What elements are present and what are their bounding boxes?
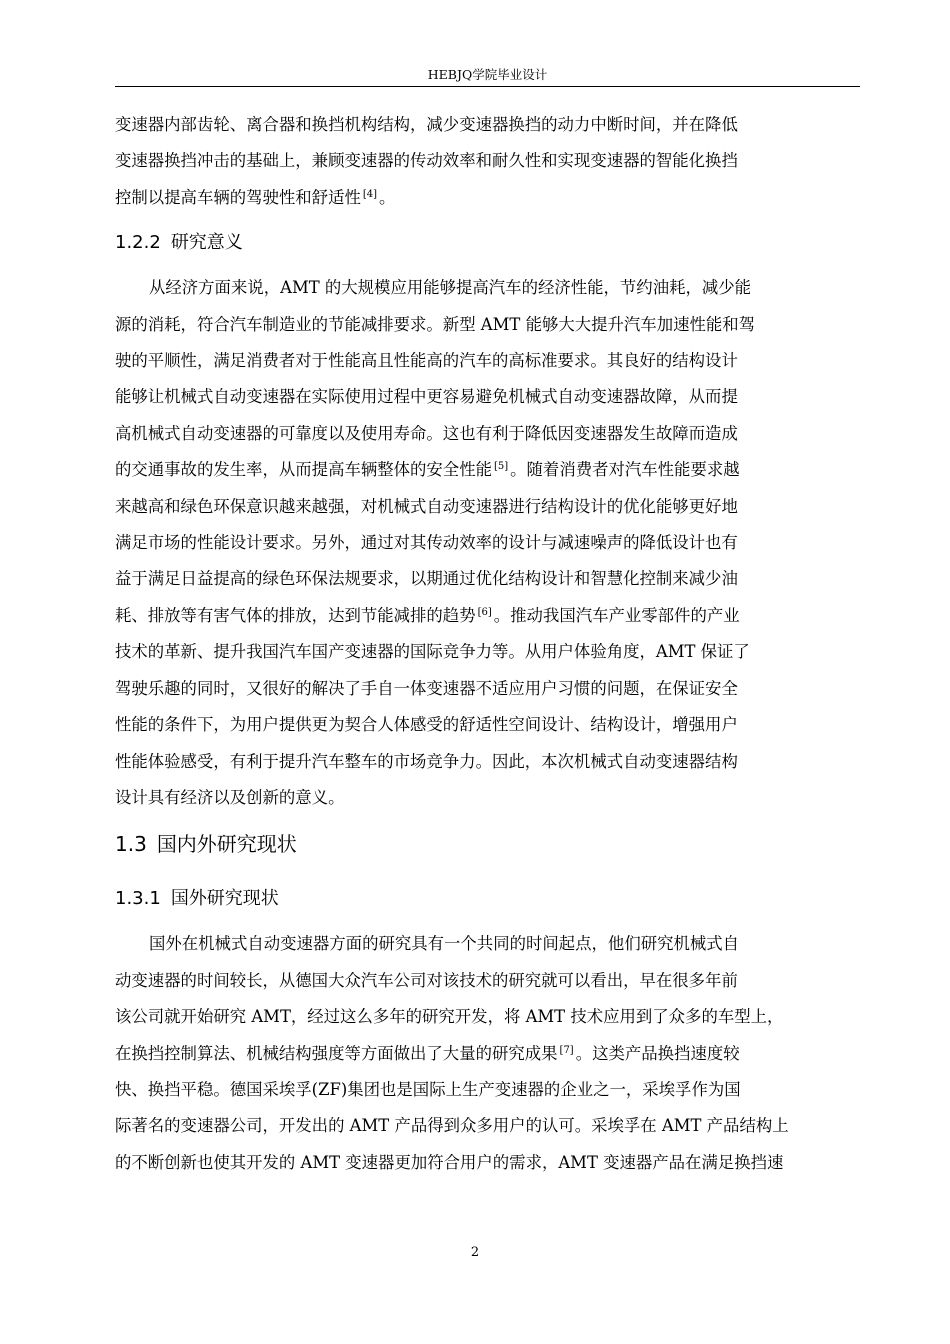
- paragraph-line: 益于满足日益提高的绿色环保法规要求，以期通过优化结构设计和智慧化控制来减少油: [115, 569, 738, 589]
- page-number: 2: [470, 1245, 480, 1260]
- section-number: 1.3.1: [115, 888, 161, 910]
- paragraph-line: 国外在机械式自动变速器方面的研究具有一个共同的时间起点，他们研究机械式自: [149, 934, 740, 954]
- section-title: 国外研究现状: [170, 888, 279, 910]
- paragraph-line: [115, 180, 860, 216]
- paragraph-2: [115, 270, 860, 816]
- paragraph-line: 从经济方面来说，AMT 的大规模应用能够提高汽车的经济性能，节约油耗，减少能: [149, 278, 752, 298]
- citation-ref: [5]: [493, 461, 509, 473]
- paragraph-line: 快、换挡平稳。德国采埃孚(ZF)集团也是国际上生产变速器的企业之一，采埃孚作为国: [115, 1079, 741, 1099]
- page-footer: [0, 1245, 950, 1260]
- line-text: 耗、排放等有害气体的排放，达到节能减排的趋势: [115, 605, 476, 625]
- paragraph-line: [115, 598, 860, 634]
- paragraph-line: 源的消耗，符合汽车制造业的节能减排要求。新型 AMT 能够大大提升汽车加速性能和驾: [115, 314, 756, 334]
- paragraph-line: 能够让机械式自动变速器在实际使用过程中更容易避免机械式自动变速器故障，从而提: [115, 387, 738, 407]
- line-text: 控制以提高车辆的驾驶性和舒适性: [115, 187, 361, 207]
- citation-ref: [7]: [559, 1044, 574, 1056]
- paragraph-1: [115, 107, 860, 216]
- citation-ref: [6]: [477, 606, 492, 618]
- paragraph-line: 来越高和绿色环保意识越来越强，对机械式自动变速器进行结构设计的优化能够更好地: [115, 496, 738, 516]
- line-text: 在换挡控制算法、机械结构强度等方面做出了大量的研究成果: [115, 1043, 558, 1063]
- page-header: [115, 64, 860, 87]
- paragraph-line: [115, 1036, 860, 1072]
- line-text: 。随着消费者对汽车性能要求越: [510, 460, 740, 480]
- paragraph-line: 际著名的变速器公司，开发出的 AMT 产品得到众多用户的认可。采埃孚在 AMT 产品结构上: [115, 1116, 789, 1136]
- paragraph-line: 变速器内部齿轮、离合器和换挡机构结构，减少变速器换挡的动力中断时间，并在降低: [115, 115, 738, 134]
- paragraph-line: 驶的平顺性，满足消费者对于性能高且性能高的汽车的高标准要求。其良好的结构设计: [115, 351, 738, 371]
- paragraph-line: 满足市场的性能设计要求。另外，通过对其传动效率的设计与减速噪声的降低设计也有: [115, 533, 738, 553]
- citation-ref: [4]: [362, 188, 378, 200]
- section-heading-1-2-2: [115, 216, 860, 270]
- line-text: 。: [379, 187, 396, 207]
- paragraph-line: 高机械式自动变速器的可靠度以及使用寿命。这也有利于降低因变速器发生故障而造成: [115, 423, 738, 443]
- paragraph-line: 动变速器的时间较长，从德国大众汽车公司对该技术的研究就可以看出，早在很多年前: [115, 970, 738, 990]
- paragraph-line: 的不断创新也使其开发的 AMT 变速器更加符合用户的需求，AMT 变速器产品在满足换挡速: [115, 1152, 784, 1172]
- paragraph-line: [115, 452, 860, 488]
- paragraph-line: 设计具有经济以及创新的意义。: [115, 787, 345, 807]
- paragraph-3: [115, 926, 860, 1181]
- line-text: 。推动我国汽车产业零部件的产业: [493, 605, 740, 625]
- section-title: 国内外研究现状: [156, 832, 297, 857]
- line-text: 的交通事故的发生率，从而提高车辆整体的安全性能: [115, 460, 492, 480]
- paragraph-line: 性能体验感受，有利于提升汽车整车的市场竞争力。因此，本次机械式自动变速器结构: [115, 751, 738, 771]
- paragraph-line: 驾驶乐趣的同时，又很好的解决了手自一体变速器不适应用户习惯的问题，在保证安全: [115, 678, 738, 698]
- section-heading-1-3: [115, 816, 860, 872]
- section-number: 1.2.2: [115, 232, 161, 254]
- paragraph-line: 变速器换挡冲击的基础上，兼顾变速器的传动效率和耐久性和实现变速器的智能化换挡: [115, 151, 738, 171]
- header-title: HEBJQ学院毕业设计: [427, 67, 548, 82]
- section-number: 1.3: [115, 832, 147, 857]
- document-body: [115, 107, 860, 1181]
- section-heading-1-3-1: [115, 872, 860, 926]
- paragraph-line: 性能的条件下，为用户提供更为契合人体感受的舒适性空间设计、结构设计，增强用户: [115, 715, 738, 735]
- paragraph-line: 技术的革新、提升我国汽车国产变速器的国际竞争力等。从用户体验角度，AMT 保证了: [115, 642, 750, 662]
- section-title: 研究意义: [170, 232, 243, 254]
- paragraph-line: 该公司就开始研究 AMT，经过这么多年的研究开发，将 AMT 技术应用到了众多的车型上，: [115, 1007, 784, 1027]
- line-text: 。这类产品换挡速度较: [575, 1043, 740, 1063]
